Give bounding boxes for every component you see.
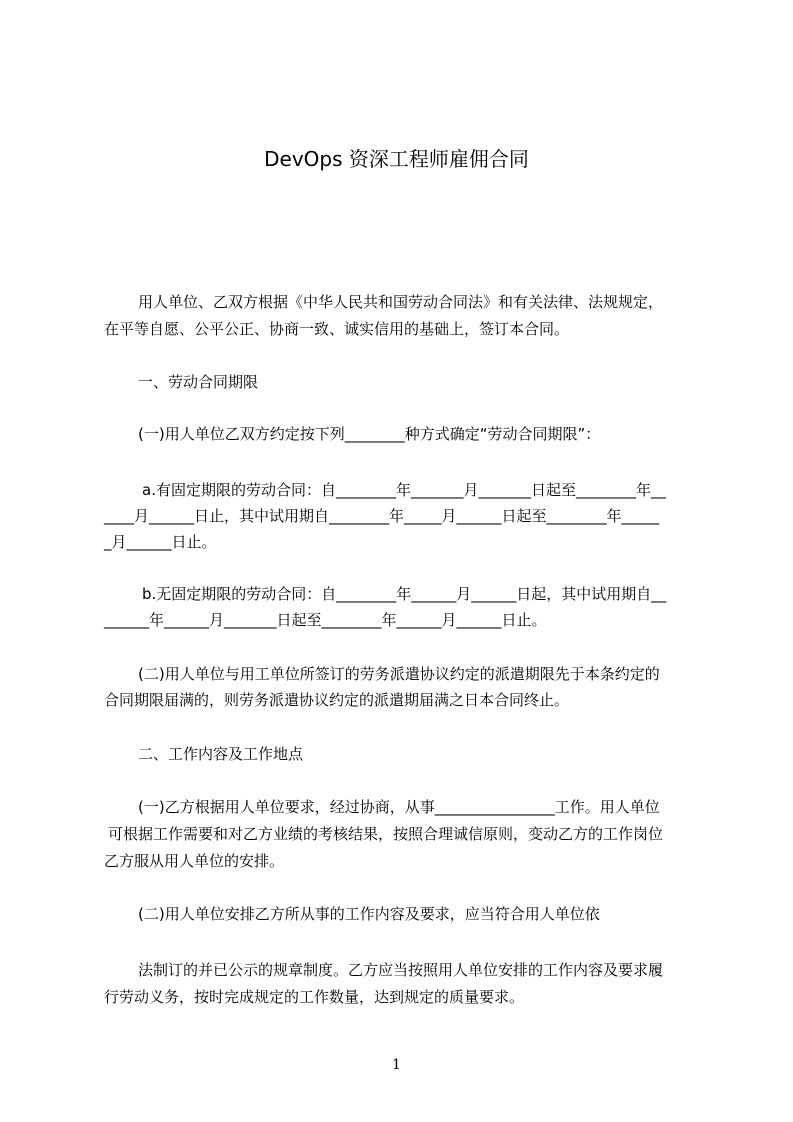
clause-1-2-line-2: 合同期限届满的，则劳务派遣协议约定的派遣期届满之日本合同终止。 <box>104 691 570 709</box>
page-number: 1 <box>392 1057 401 1073</box>
clause-2-1-line-1: (一)乙方根据用人单位要求，经过协商，从事________________工作。用人单位 <box>138 798 660 816</box>
clause-a-line-1: a.有固定期限的劳动合同：自________年_______月_______日起至________年__ <box>142 481 666 499</box>
clause-2-1-line-2: 可根据工作需要和对乙方业绩的考核结果，按照合理诚信原则，变动乙方的工作岗位 <box>108 825 664 843</box>
clause-a-line-3: _月______日止。 <box>104 533 217 551</box>
clause-b-line-1: b.无固定期限的劳动合同：自________年______月______日起，其中试用期自__ <box>142 585 667 603</box>
section-heading-term: 一、劳动合同期限 <box>138 373 259 391</box>
clause-1-2-line-1: (二)用人单位与用工单位所签订的劳务派遣协议约定的派遣期限先于本条约定的 <box>138 665 660 683</box>
contract-title: DevOps 资深工程师雇佣合同 <box>264 147 529 171</box>
clause-2-2-line-1: (二)用人单位安排乙方所从事的工作内容及要求，应当符合用人单位依 <box>138 905 600 923</box>
intro-line-2: 在平等自愿、公平公正、协商一致、诚实信用的基础上，签订本合同。 <box>104 320 570 338</box>
section-heading-work: 二、工作内容及工作地点 <box>138 745 304 763</box>
clause-b-line-2: ______年______月_______日起至________年______月______日止。 <box>104 611 547 629</box>
clause-a-line-2: ____月______日止，其中试用期自________年_____月______日起至________年_____ <box>104 507 660 525</box>
clause-2-1-line-3: 乙方服从用人单位的安排。 <box>104 852 285 870</box>
clause-2-2-line-2: 法制订的并已公示的规章制度。乙方应当按照用人单位安排的工作内容及要求履 <box>138 961 664 979</box>
intro-line-1: 用人单位、乙双方根据《中华人民共和国劳动合同法》和有关法律、法规规定， <box>138 293 664 311</box>
clause-2-2-line-3: 行劳动义务，按时完成规定的工作数量，达到规定的质量要求。 <box>104 988 525 1006</box>
clause-1-1: (一)用人单位乙双方约定按下列________种方式确定“劳动合同期限”： <box>138 425 601 443</box>
